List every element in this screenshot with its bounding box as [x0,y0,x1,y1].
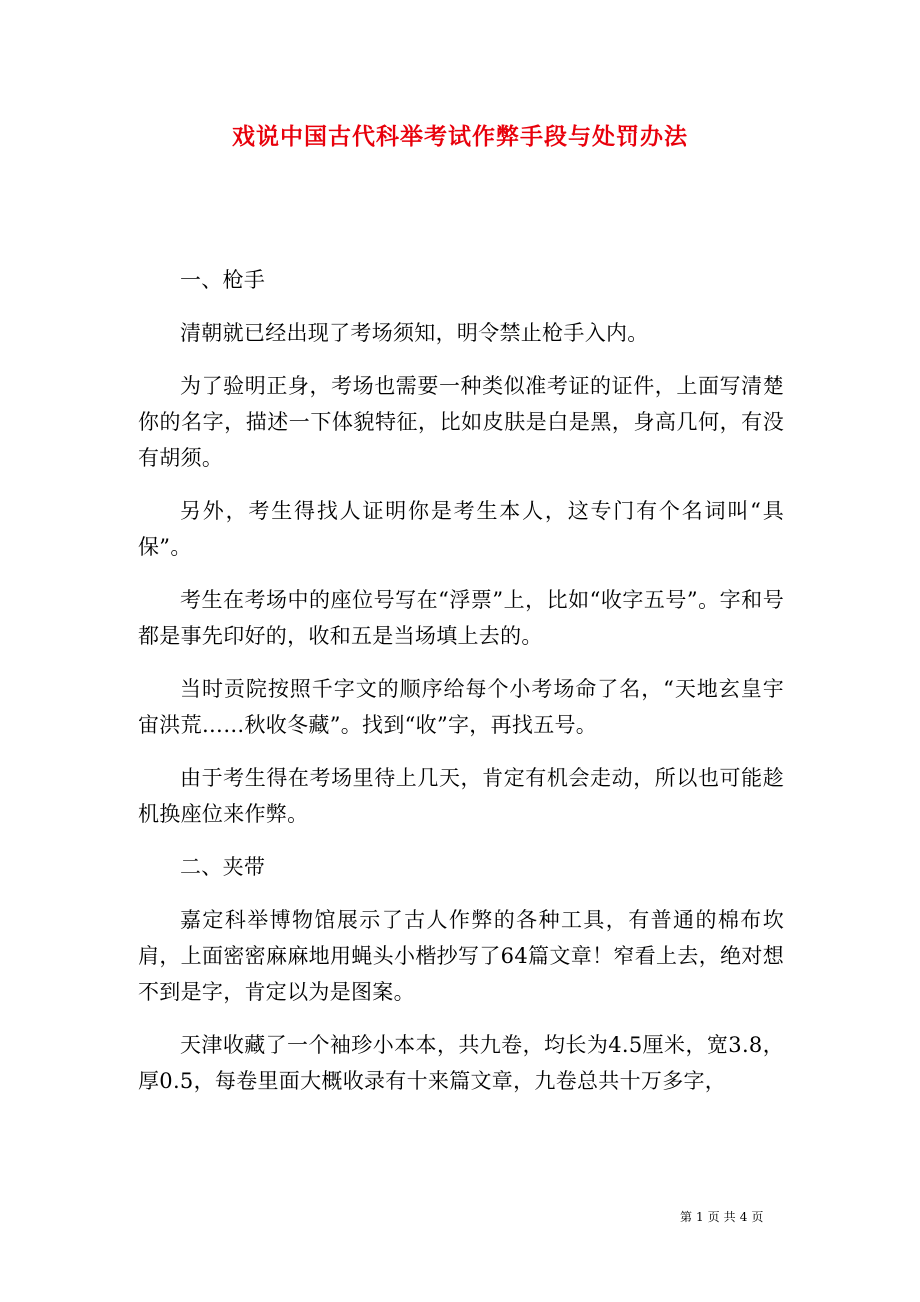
paragraph: 嘉定科举博物馆展示了古人作弊的各种工具，有普通的棉布坎肩，上面密密麻麻地用蝇头小楷抄写了64篇文章！窄看上去，绝对想不到是字，肯定以为是图案。 [138,908,784,1004]
total-page-number: 4 [739,1210,748,1224]
section-heading: 二、夹带 [180,855,266,879]
paragraph: 清朝就已经出现了考场须知，明令禁止枪手入内。 [180,321,649,345]
current-page-number: 1 [696,1210,704,1224]
paragraph: 当时贡院按照千字文的顺序给每个小考场命了名，“天地玄皇宇宙洪荒……秋收冬藏”。找到“收”字，再找五号。 [138,677,784,737]
footer-total-word: 共 [723,1210,736,1224]
paragraph: 考生在考场中的座位号写在“浮票”上，比如“收字五号”。字和号都是事先印好的，收和五是当场填上去的。 [138,588,784,648]
paragraph: 另外，考生得找人证明你是考生本人，这专门有个名词叫“具保”。 [138,499,784,559]
paragraph: 由于考生得在考场里待上几天，肯定有机会走动，所以也可能趁机换座位来作弊。 [138,766,784,826]
paragraph: 为了验明正身，考场也需要一种类似准考证的证件，上面写清楚你的名字，描述一下体貌特征，比如皮肤是白是黑，身高几何，有没有胡须。 [138,374,784,470]
footer-suffix: 页 [751,1210,764,1224]
document-body [138,262,784,1116]
document-title: 戏说中国古代科举考试作弊手段与处罚办法 [232,123,688,150]
page-number-footer [678,1208,765,1225]
paragraph: 天津收藏了一个袖珍小本本，共九卷，均长为4.5厘米，宽3.8，厚0.5，每卷里面大概收录有十来篇文章，九卷总共十万多字， [138,1033,784,1093]
footer-page-word: 页 [707,1210,720,1224]
section-heading: 一、枪手 [180,268,266,292]
footer-prefix: 第 [680,1210,693,1224]
